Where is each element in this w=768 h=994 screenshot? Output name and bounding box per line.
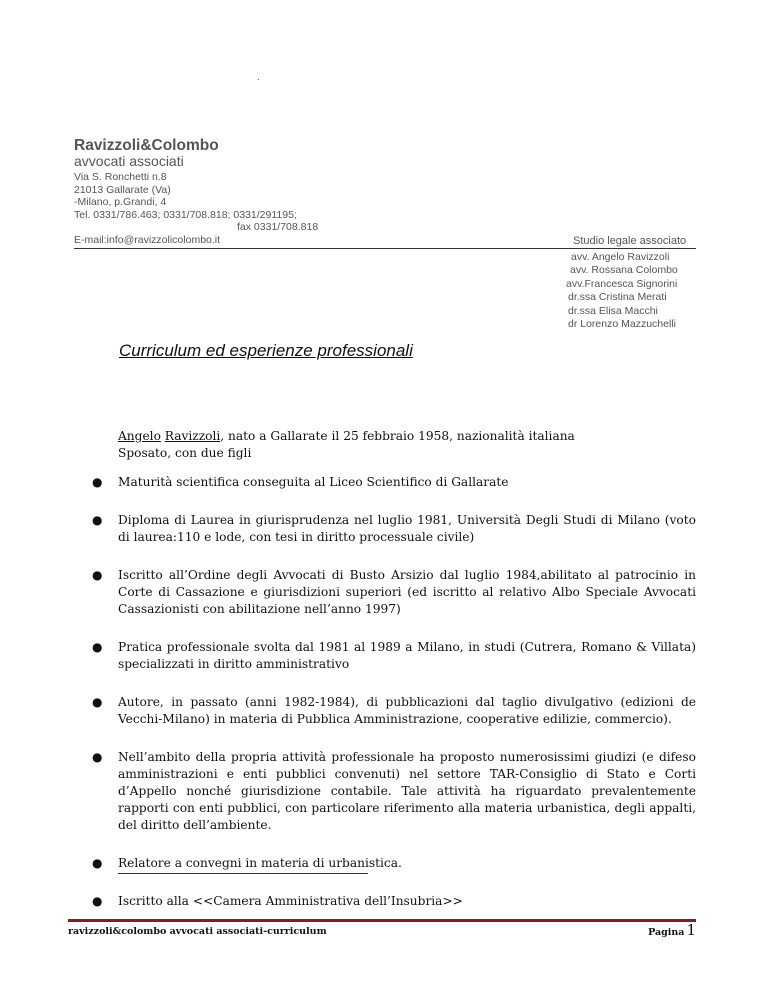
footer-bar: [68, 919, 696, 922]
list-item: [92, 512, 696, 546]
personal-intro: [118, 428, 575, 462]
list-item-text: Iscritto alla <<Camera Amministrativa dell’Insubria>>: [118, 894, 463, 908]
bullet-icon: ●: [92, 856, 103, 870]
document-title: Curriculum ed esperienze professionali: [119, 341, 413, 360]
list-item: [92, 474, 696, 491]
header-dot: .: [257, 72, 260, 83]
list-item-text: Iscritto all’Ordine degli Avvocati di Busto Arsizio dal luglio 1984,abilitato al patrocinio in Corte di Cassazione e giurisdizioni superiori (ed iscritto al relativo Albo Speciale Avvocati Cassazionisti con abilitazione nell’anno 1997): [118, 568, 696, 616]
page-label: Pagina: [648, 927, 685, 938]
birth-details: , nato a Gallarate il 25 febbraio 1958, nazionalità italiana: [220, 429, 575, 443]
member-name: dr Lorenzo Mazzuchelli: [568, 318, 676, 331]
firm-subtitle: avvocati associati: [74, 153, 184, 169]
email-address: E-mail:info@ravizzolicolombo.it: [74, 234, 221, 246]
list-item-text: Diploma di Laurea in giurisprudenza nel luglio 1981, Università Degli Studi di Milano (voto di laurea:110 e lode, con tesi in diritto processuale civile): [118, 513, 696, 544]
list-item: [92, 639, 696, 673]
address-line: 21013 Gallarate (Va): [74, 183, 171, 196]
list-item: [92, 893, 696, 910]
address-line: -Milano, p.Grandi, 4: [74, 196, 167, 209]
fax-number: fax 0331/708.818: [237, 221, 319, 233]
list-item: [92, 855, 696, 872]
list-item: [92, 694, 696, 728]
members-list: [562, 251, 678, 331]
page-indicator: [648, 920, 696, 939]
signature-line: [118, 873, 368, 874]
bullet-icon: ●: [92, 640, 103, 654]
bullet-icon: ●: [92, 750, 103, 764]
marital-status: Sposato, con due figli: [118, 446, 252, 460]
footer-text: ravizzoli&colombo avvocati associati-curriculum: [68, 926, 327, 937]
list-item-text: Pratica professionale svolta dal 1981 al 1989 a Milano, in studi (Cutrera, Romano & Villata) specializzati in diritto amministrativo: [118, 640, 696, 671]
list-item: [92, 749, 696, 834]
member-name: dr.ssa Elisa Macchi: [568, 304, 658, 317]
bullet-icon: ●: [92, 475, 103, 489]
member-name: avv.Francesca Signorini: [566, 277, 678, 290]
header-divider: [74, 248, 696, 249]
first-name: Angelo: [118, 429, 161, 443]
member-name: dr.ssa Cristina Merati: [568, 291, 667, 304]
address-line: Via S. Ronchetti n.8: [74, 171, 167, 183]
address-line: Tel. 0331/786.463; 0331/708.818; 0331/291195;: [74, 208, 297, 221]
studio-label: Studio legale associato: [573, 235, 687, 247]
bullet-icon: ●: [92, 513, 103, 527]
page-number: 1: [686, 921, 696, 939]
bullet-icon: ●: [92, 695, 103, 709]
bullet-icon: ●: [92, 568, 103, 582]
list-item-text: Maturità scientifica conseguita al Liceo Scientifico di Gallarate: [118, 475, 509, 489]
firm-name: Ravizzoli&Colombo: [74, 137, 219, 154]
member-name: avv. Angelo Ravizzoli: [571, 251, 670, 263]
list-item-text: Nell’ambito della propria attività professionale ha proposto numerosissimi giudizi (e difeso amministrazioni e enti pubblici convenuti) nel settore TAR-Consiglio di Stato e Corti d’Appello nonché giurisdizione contabile. Tale attività ha riguardato prevalentemente rapporti con enti pubblici, con particolare riferimento alla materia urbanistica, degli appalti, del diritto dell’ambiente.: [118, 750, 696, 832]
bullet-icon: ●: [92, 894, 103, 908]
list-item: [92, 567, 696, 618]
intro-line: [118, 428, 575, 445]
firm-address: [74, 171, 297, 221]
list-item-text: Autore, in passato (anni 1982-1984), di pubblicazioni dal taglio divulgativo (edizioni de Vecchi-Milano) in materia di Pubblica Amministrazione, cooperative edilizie, commercio).: [118, 695, 696, 726]
curriculum-list: [92, 474, 696, 931]
surname: Ravizzoli: [164, 429, 221, 443]
member-name: avv. Rossana Colombo: [570, 264, 678, 277]
list-item-text: Relatore a convegni in materia di urbanistica.: [118, 856, 402, 870]
